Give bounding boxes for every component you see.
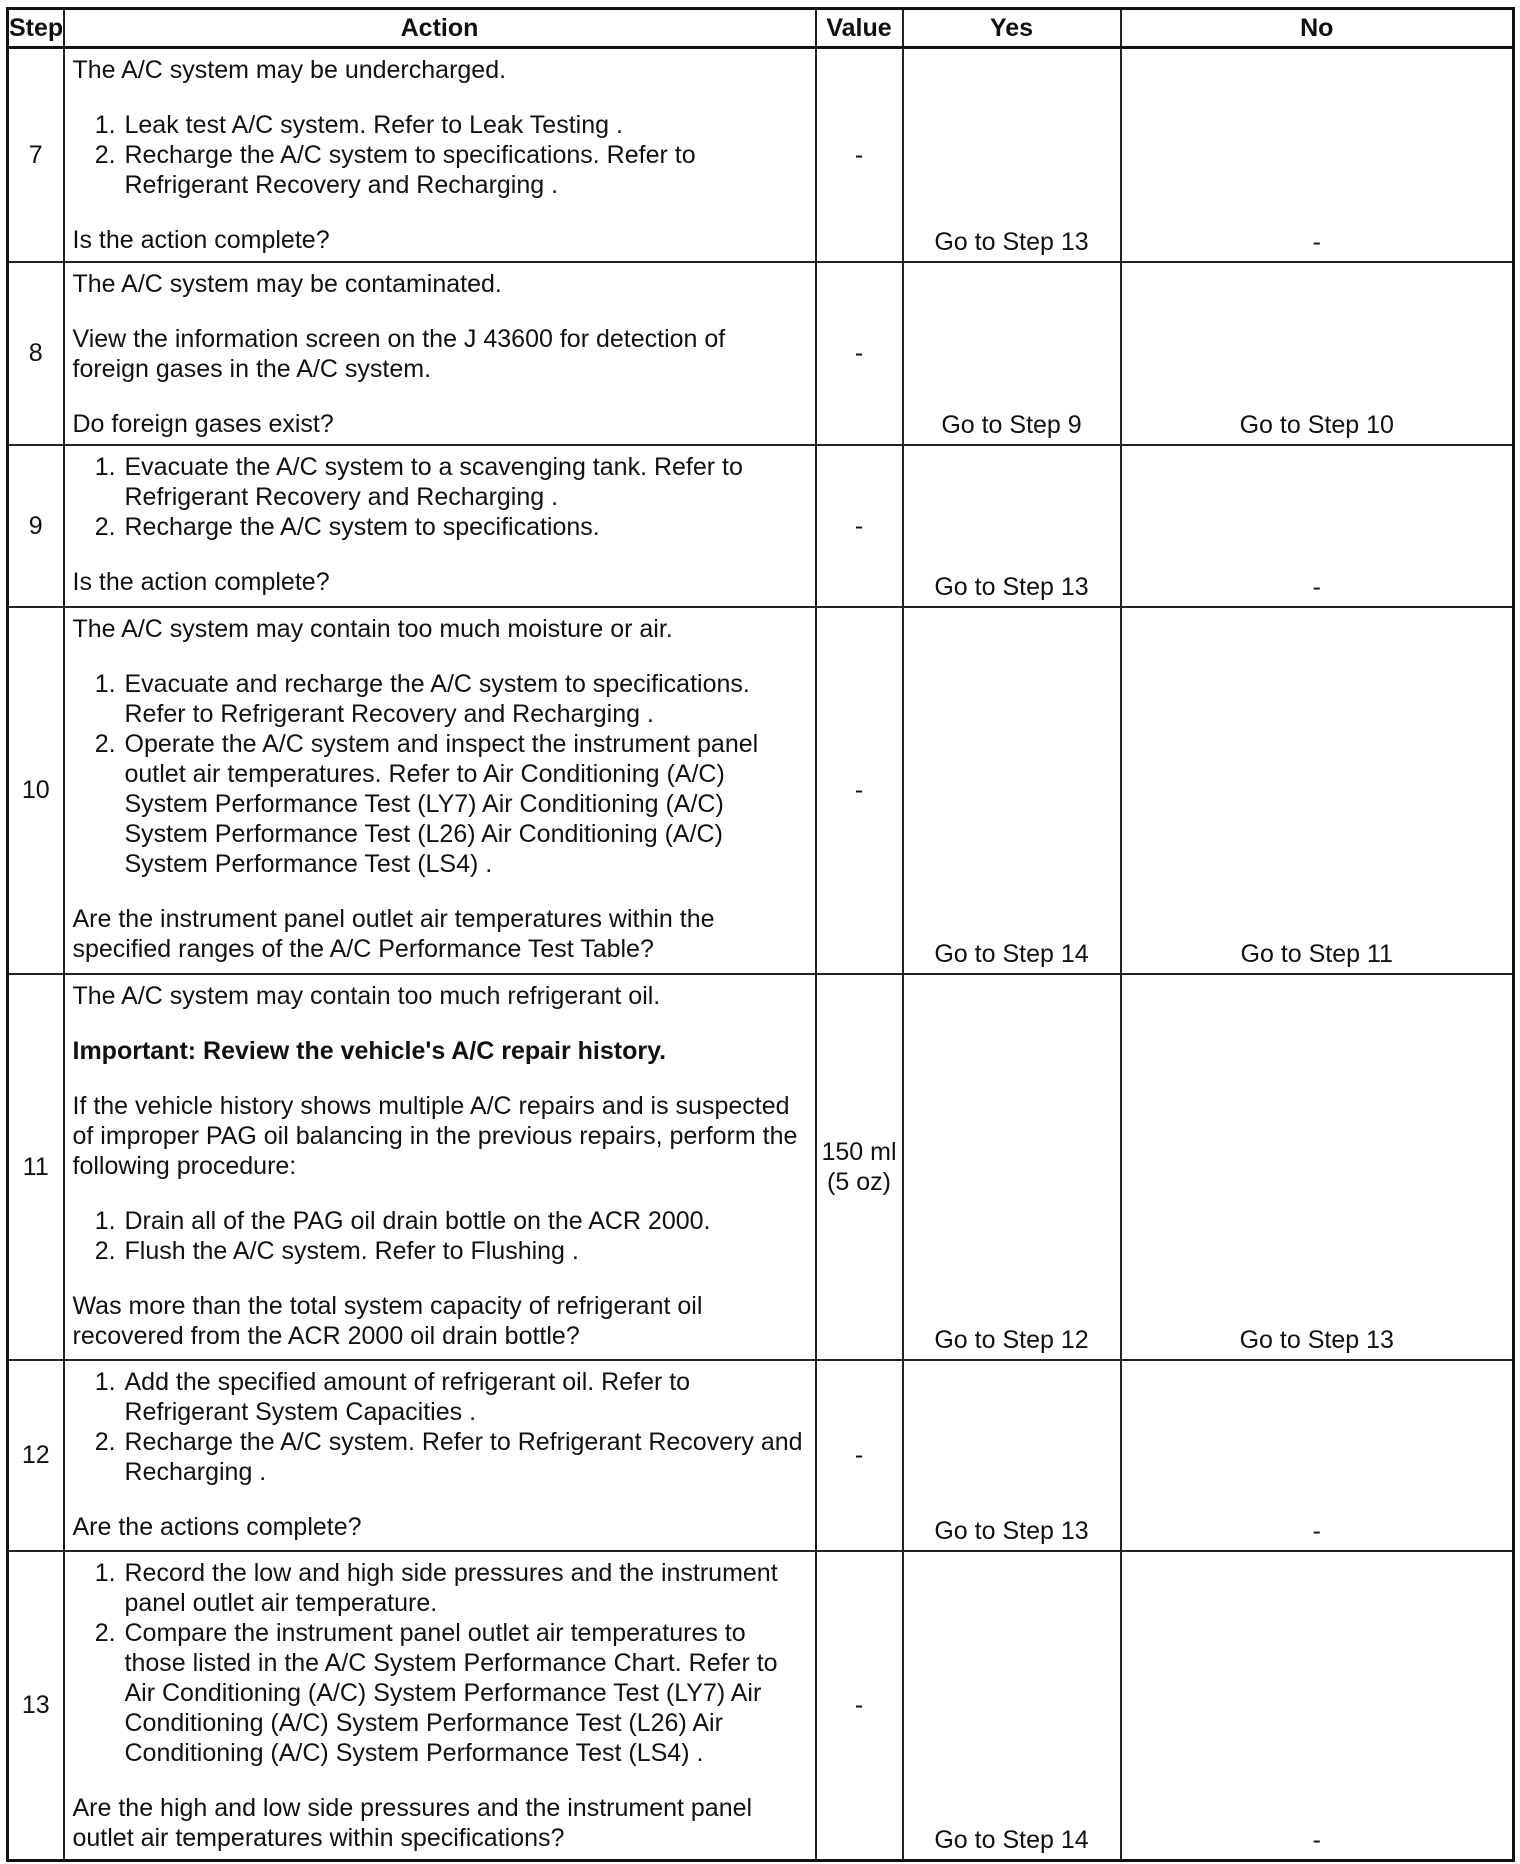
table-row (8, 1360, 1514, 1551)
list-item: 2. Operate the A/C system and inspect the instrument panel outlet air temperatures. Refer to Air Conditioning (A/C) System Performance Test (LY7) Air Conditioning (A/C) System Performance Test (L26) Air Conditioning (A/C) System Performance Test (LS4) . (123, 729, 807, 879)
action-cell (64, 48, 816, 262)
step-number: 11 (8, 974, 64, 1360)
action-question: Are the high and low side pressures and the instrument panel outlet air temperatures within specifications? (72, 1793, 753, 1852)
action-question: Are the actions complete? (72, 1512, 362, 1541)
list-item: 2. Flush the A/C system. Refer to Flushing . (123, 1236, 807, 1266)
no-result: Go to Step 13 (1121, 974, 1514, 1360)
no-result: - (1121, 1360, 1514, 1551)
action-list (73, 110, 807, 200)
header-yes: Yes (903, 9, 1121, 48)
header-value: Value (816, 9, 903, 48)
action-question: Is the action complete? (72, 226, 330, 254)
list-item: 1. Leak test A/C system. Refer to Leak Testing . (123, 110, 807, 140)
action-question: Is the action complete? (72, 567, 330, 596)
action-intro: The A/C system may be undercharged. (72, 56, 507, 84)
value-cell: - (816, 1551, 903, 1861)
yes-result: Go to Step 12 (903, 974, 1121, 1360)
no-result: Go to Step 11 (1121, 607, 1514, 974)
step-number: 7 (8, 48, 64, 262)
action-intro: The A/C system may be contaminated. (72, 269, 502, 298)
important-note: Important: Review the vehicle's A/C repair history. (72, 1036, 667, 1065)
action-intro: The A/C system may contain too much moisture or air. (72, 614, 673, 643)
action-cell (64, 1551, 816, 1861)
action-body: View the information screen on the J 43600 for detection of foreign gases in the A/C system. (72, 324, 726, 383)
value-cell: - (816, 262, 903, 445)
action-cell (64, 262, 816, 445)
step-number: 10 (8, 607, 64, 974)
yes-result: Go to Step 9 (903, 262, 1121, 445)
action-cell (64, 445, 816, 607)
value-cell: - (816, 607, 903, 974)
step-number: 9 (8, 445, 64, 607)
action-cell (64, 607, 816, 974)
yes-result: Go to Step 14 (903, 607, 1121, 974)
action-list (73, 1206, 807, 1266)
step-number: 8 (8, 262, 64, 445)
step-number: 13 (8, 1551, 64, 1861)
table-row (8, 445, 1514, 607)
action-body: If the vehicle history shows multiple A/C repairs and is suspected of improper PAG oil balancing in the previous repairs, perform the following procedure: (72, 1091, 798, 1180)
yes-result: Go to Step 14 (903, 1551, 1121, 1861)
action-cell (64, 1360, 816, 1551)
table-row (8, 48, 1514, 262)
table-row (8, 607, 1514, 974)
list-item: 1. Add the specified amount of refrigerant oil. Refer to Refrigerant System Capacities . (123, 1367, 807, 1427)
header-no: No (1121, 9, 1514, 48)
yes-result: Go to Step 13 (903, 445, 1121, 607)
value-cell: - (816, 48, 903, 262)
action-cell (64, 974, 816, 1360)
table-row (8, 1551, 1514, 1861)
action-question: Was more than the total system capacity of refrigerant oil recovered from the ACR 2000 oil drain bottle? (72, 1291, 703, 1350)
action-intro: The A/C system may contain too much refrigerant oil. (72, 981, 661, 1010)
no-result: - (1121, 445, 1514, 607)
list-item: 2. Recharge the A/C system to specifications. (123, 512, 807, 542)
list-item: 1. Record the low and high side pressures and the instrument panel outlet air temperature. (123, 1558, 807, 1618)
no-result: - (1121, 1551, 1514, 1861)
action-list (73, 1367, 807, 1487)
action-list (73, 452, 807, 542)
value-cell: - (816, 445, 903, 607)
value-amount-oz: (5 oz) (827, 1167, 891, 1196)
list-item: 1. Drain all of the PAG oil drain bottle on the ACR 2000. (123, 1206, 807, 1236)
diagnostic-table (6, 7, 1515, 1862)
value-cell (816, 974, 903, 1360)
header-action: Action (64, 9, 816, 48)
table-row (8, 974, 1514, 1360)
value-amount: 150 ml (821, 1137, 897, 1166)
header-row (8, 9, 1514, 48)
header-step: Step (8, 9, 64, 48)
list-item: 2. Recharge the A/C system. Refer to Refrigerant Recovery and Recharging . (123, 1427, 807, 1487)
action-question: Do foreign gases exist? (72, 409, 334, 438)
yes-result: Go to Step 13 (903, 48, 1121, 262)
value-cell: - (816, 1360, 903, 1551)
yes-result: Go to Step 13 (903, 1360, 1121, 1551)
action-list (73, 669, 807, 879)
table-row (8, 262, 1514, 445)
list-item: 2. Compare the instrument panel outlet air temperatures to those listed in the A/C System Performance Chart. Refer to Air Conditioning (A/C) System Performance Test (LY7) Air Conditioning (A/C) System Performance Test (L26) Air Conditioning (A/C) System Performance Test (LS4) . (123, 1618, 807, 1768)
list-item: 1. Evacuate and recharge the A/C system to specifications. Refer to Refrigerant Recovery and Recharging . (123, 669, 807, 729)
no-result: - (1121, 48, 1514, 262)
no-result: Go to Step 10 (1121, 262, 1514, 445)
list-item: 1. Evacuate the A/C system to a scavenging tank. Refer to Refrigerant Recovery and Recharging . (123, 452, 807, 512)
action-list (73, 1558, 807, 1768)
action-question: Are the instrument panel outlet air temperatures within the specified ranges of the A/C Performance Test Table? (72, 904, 715, 963)
step-number: 12 (8, 1360, 64, 1551)
list-item: 2. Recharge the A/C system to specifications. Refer to Refrigerant Recovery and Recharging . (123, 140, 807, 200)
